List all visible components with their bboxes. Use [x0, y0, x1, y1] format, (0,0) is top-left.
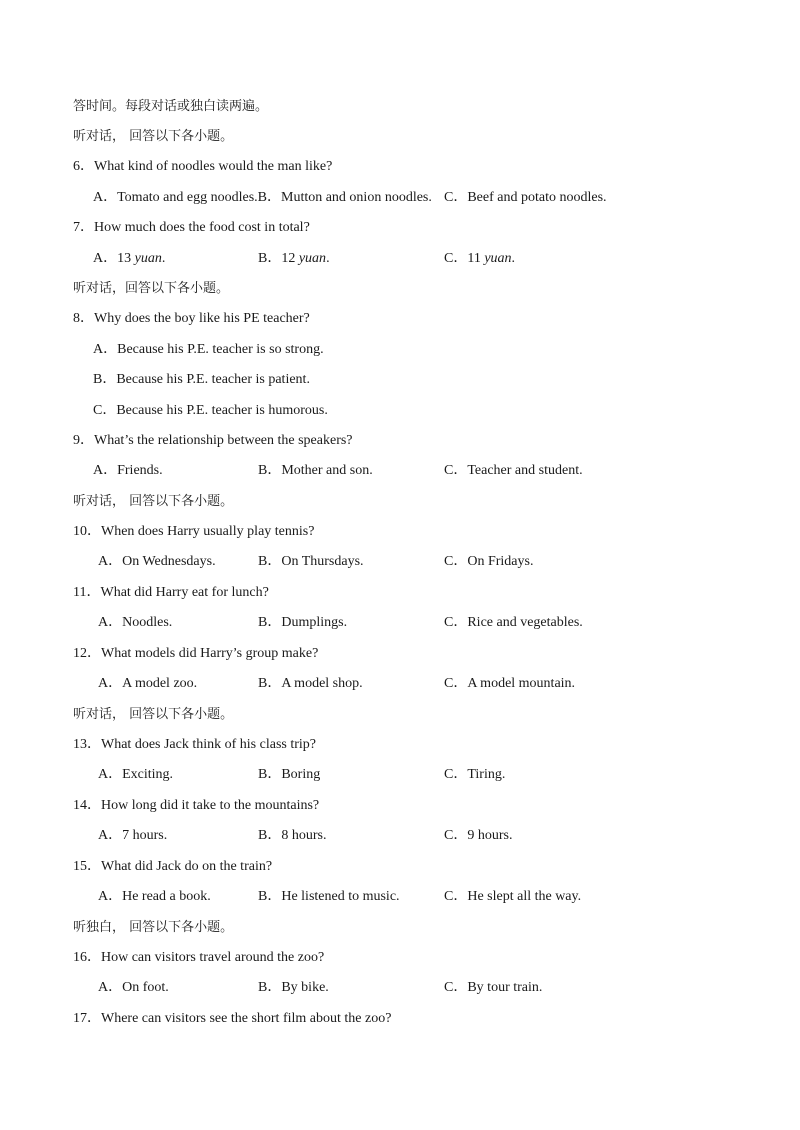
q6-options-ab: A．Tomato and egg noodles.B．Mutton and onion noodles. — [93, 190, 432, 205]
section-heading-4: 听对话， 回答以下各小题。 — [73, 707, 234, 722]
question-6: 6．What kind of noodles would the man like? — [73, 159, 333, 174]
q6-option-c: C．Beef and potato noodles. — [444, 190, 607, 205]
q14-option-a: A．7 hours. — [98, 828, 168, 843]
q7-option-a: A．13 yuan. — [93, 251, 166, 266]
q12-option-b: B．A model shop. — [258, 676, 363, 691]
section-heading-2: 听对话，回答以下各小题。 — [73, 281, 230, 296]
q9-option-c: C．Teacher and student. — [444, 463, 583, 478]
question-7: 7．How much does the food cost in total? — [73, 220, 310, 235]
q12-option-a: A．A model zoo. — [98, 676, 198, 691]
q16-option-c: C．By tour train. — [444, 980, 543, 995]
section-heading-3: 听对话， 回答以下各小题。 — [73, 494, 234, 509]
q15-option-c: C．He slept all the way. — [444, 889, 582, 904]
q13-option-c: C．Tiring. — [444, 767, 506, 782]
q11-option-a: A．Noodles. — [98, 615, 173, 630]
q8-option-c: C．Because his P.E. teacher is humorous. — [93, 403, 328, 418]
q16-option-a: A．On foot. — [98, 980, 169, 995]
q13-option-b: B．Boring — [258, 767, 321, 782]
q11-option-c: C．Rice and vegetables. — [444, 615, 583, 630]
question-11: 11．What did Harry eat for lunch? — [73, 585, 269, 600]
q10-option-b: B．On Thursdays. — [258, 554, 364, 569]
question-14: 14．How long did it take to the mountains? — [73, 798, 320, 813]
intro-text: 答时间。每段对话或独白读两遍。 — [73, 99, 269, 114]
question-15: 15．What did Jack do on the train? — [73, 859, 273, 874]
q10-option-a: A．On Wednesdays. — [98, 554, 216, 569]
question-16: 16．How can visitors travel around the zoo? — [73, 950, 325, 965]
question-13: 13．What does Jack think of his class trip? — [73, 737, 317, 752]
question-10: 10．When does Harry usually play tennis? — [73, 524, 315, 539]
question-12: 12．What models did Harry’s group make? — [73, 646, 319, 661]
section-heading-1: 听对话， 回答以下各小题。 — [73, 129, 234, 144]
q9-option-b: B．Mother and son. — [258, 463, 373, 478]
q12-option-c: C．A model mountain. — [444, 676, 576, 691]
q15-option-a: A．He read a book. — [98, 889, 211, 904]
q8-option-b: B．Because his P.E. teacher is patient. — [93, 372, 310, 387]
q14-option-b: B．8 hours. — [258, 828, 327, 843]
q15-option-b: B．He listened to music. — [258, 889, 400, 904]
question-17: 17．Where can visitors see the short film about the zoo? — [73, 1011, 392, 1026]
q10-option-c: C．On Fridays. — [444, 554, 534, 569]
q16-option-b: B．By bike. — [258, 980, 329, 995]
question-9: 9．What’s the relationship between the speakers? — [73, 433, 353, 448]
section-heading-5: 听独白， 回答以下各小题。 — [73, 920, 234, 935]
q11-option-b: B．Dumplings. — [258, 615, 348, 630]
q8-option-a: A．Because his P.E. teacher is so strong. — [93, 342, 324, 357]
q7-option-c: C．11 yuan. — [444, 251, 516, 266]
q7-option-b: B．12 yuan. — [258, 251, 330, 266]
q9-option-a: A．Friends. — [93, 463, 163, 478]
q13-option-a: A．Exciting. — [98, 767, 174, 782]
question-8: 8．Why does the boy like his PE teacher? — [73, 311, 310, 326]
q14-option-c: C．9 hours. — [444, 828, 513, 843]
